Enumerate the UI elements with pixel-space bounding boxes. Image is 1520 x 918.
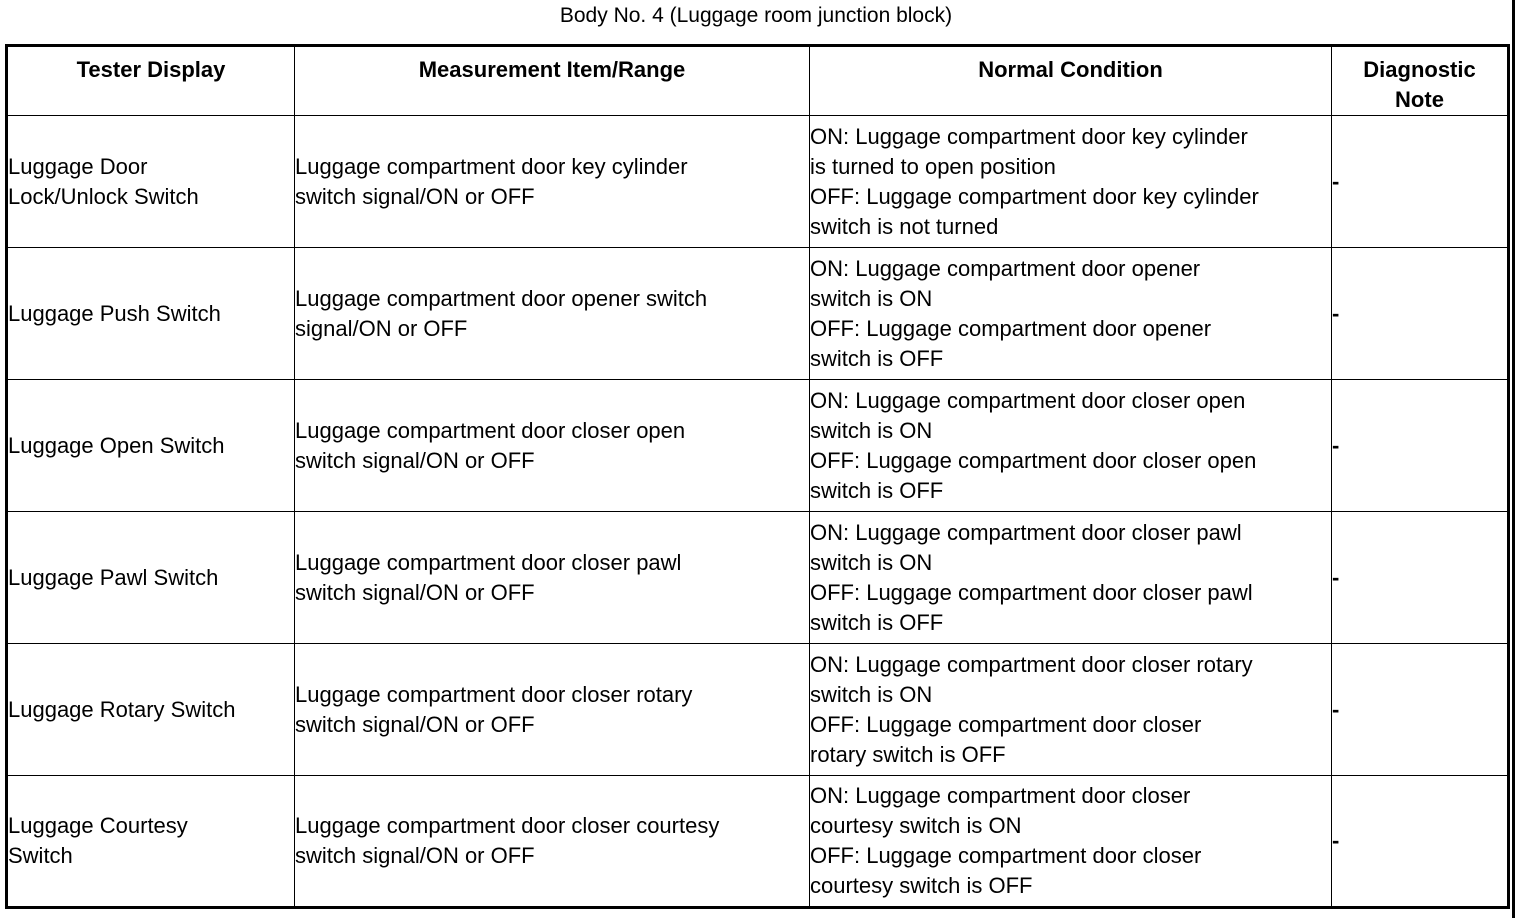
normal-condition-cell-line: OFF: Luggage compartment door closer xyxy=(810,711,1202,737)
table-row xyxy=(7,116,1509,248)
diagnostic-note-cell xyxy=(1332,248,1509,380)
normal-condition-cell-line: OFF: Luggage compartment door closer xyxy=(810,843,1202,868)
normal-condition-cell-line: OFF: Luggage compartment door key cylinder xyxy=(810,183,1259,209)
normal-condition-cell-line: courtesy switch is ON xyxy=(810,813,1022,838)
normal-condition-cell-line: ON: Luggage compartment door closer xyxy=(810,783,1191,808)
normal-condition-cell-line: switch is ON xyxy=(810,549,933,575)
normal-condition-cell-line: switch is OFF xyxy=(810,609,944,635)
tester-display-cell xyxy=(7,512,295,644)
measurement-cell xyxy=(295,116,810,248)
normal-condition-cell-line: is turned to open position xyxy=(810,153,1056,179)
tester-display-cell-line: Switch xyxy=(8,843,73,868)
normal-condition-cell-line: ON: Luggage compartment door closer rotary xyxy=(810,651,1253,677)
table-row xyxy=(7,380,1509,512)
normal-condition-cell-line: ON: Luggage compartment door closer pawl xyxy=(810,519,1242,545)
normal-condition-cell-line: switch is ON xyxy=(810,417,933,443)
header-row xyxy=(7,46,1509,116)
measurement-cell-line: Luggage compartment door closer pawl xyxy=(295,549,682,575)
diagnostic-note-cell-value: - xyxy=(1332,300,1340,326)
tester-display-cell-line: Luggage Rotary Switch xyxy=(8,696,236,722)
tester-display-cell-line: Luggage Open Switch xyxy=(8,432,225,458)
header-diagnostic-note-line: Diagnostic xyxy=(1363,57,1476,82)
normal-condition-cell-line: OFF: Luggage compartment door closer pawl xyxy=(810,579,1253,605)
normal-condition-cell xyxy=(810,380,1332,512)
diagnostic-note-cell xyxy=(1332,380,1509,512)
normal-condition-cell-line: OFF: Luggage compartment door closer open xyxy=(810,447,1257,473)
normal-condition-cell-line: switch is OFF xyxy=(810,477,944,503)
tester-display-cell xyxy=(7,380,295,512)
header-normal-condition-label: Normal Condition xyxy=(978,57,1163,82)
tester-display-cell xyxy=(7,116,295,248)
header-diagnostic-note xyxy=(1332,46,1509,116)
normal-condition-cell xyxy=(810,116,1332,248)
measurement-cell-line: switch signal/ON or OFF xyxy=(295,183,535,209)
normal-condition-cell-line: switch is not turned xyxy=(810,213,999,239)
header-diagnostic-note-line: Note xyxy=(1395,87,1444,112)
normal-condition-cell-line: switch is ON xyxy=(810,681,933,707)
normal-condition-cell-line: courtesy switch is OFF xyxy=(810,873,1033,898)
normal-condition-cell xyxy=(810,776,1332,908)
measurement-cell xyxy=(295,380,810,512)
table-row xyxy=(7,776,1509,908)
normal-condition-cell-line: ON: Luggage compartment door closer open xyxy=(810,387,1246,413)
diagnostic-note-cell xyxy=(1332,776,1509,908)
header-tester-display xyxy=(7,46,295,116)
normal-condition-cell xyxy=(810,248,1332,380)
normal-condition-cell xyxy=(810,512,1332,644)
measurement-cell xyxy=(295,776,810,908)
measurement-cell-line: Luggage compartment door closer rotary xyxy=(295,681,693,707)
table-row xyxy=(7,512,1509,644)
diagnostic-note-cell-value: - xyxy=(1332,168,1340,194)
measurement-cell xyxy=(295,248,810,380)
measurement-cell-line: switch signal/ON or OFF xyxy=(295,447,535,473)
header-measurement-label: Measurement Item/Range xyxy=(418,57,686,82)
tester-display-cell xyxy=(7,248,295,380)
tester-display-cell-line: Luggage Push Switch xyxy=(8,300,221,326)
measurement-cell xyxy=(295,512,810,644)
table-row xyxy=(7,248,1509,380)
table-row xyxy=(7,644,1509,776)
normal-condition-cell-line: ON: Luggage compartment door opener xyxy=(810,255,1201,281)
table-caption: Body No. 4 (Luggage room junction block) xyxy=(559,4,953,27)
diagnostic-note-cell-value: - xyxy=(1332,564,1340,590)
page-edge-line xyxy=(1512,0,1515,918)
normal-condition-cell-line: switch is OFF xyxy=(810,345,944,371)
diagnostic-note-cell xyxy=(1332,644,1509,776)
data-table xyxy=(5,44,1510,909)
diagnostic-note-cell xyxy=(1332,116,1509,248)
measurement-cell-line: Luggage compartment door closer courtesy xyxy=(295,813,720,838)
measurement-cell-line: switch signal/ON or OFF xyxy=(295,843,535,868)
tester-display-cell-line: Luggage Pawl Switch xyxy=(8,564,219,590)
measurement-cell-line: Luggage compartment door closer open xyxy=(295,417,686,443)
tester-display-cell xyxy=(7,644,295,776)
tester-display-cell-line: Luggage Courtesy xyxy=(8,813,188,838)
normal-condition-cell-line: ON: Luggage compartment door key cylinder xyxy=(810,123,1248,149)
normal-condition-cell-line: rotary switch is OFF xyxy=(810,741,1006,767)
measurement-cell-line: Luggage compartment door opener switch xyxy=(295,285,708,311)
header-normal-condition xyxy=(810,46,1332,116)
measurement-cell-line: Luggage compartment door key cylinder xyxy=(295,153,688,179)
header-tester-display-label: Tester Display xyxy=(76,57,226,82)
measurement-cell-line: signal/ON or OFF xyxy=(295,315,468,341)
normal-condition-cell-line: switch is ON xyxy=(810,285,933,311)
diagnostic-note-cell-value: - xyxy=(1332,696,1340,722)
normal-condition-cell-line: OFF: Luggage compartment door opener xyxy=(810,315,1212,341)
normal-condition-cell xyxy=(810,644,1332,776)
measurement-cell xyxy=(295,644,810,776)
measurement-cell-line: switch signal/ON or OFF xyxy=(295,579,535,605)
tester-display-cell-line: Lock/Unlock Switch xyxy=(8,183,199,209)
measurement-cell-line: switch signal/ON or OFF xyxy=(295,711,535,737)
diagnostic-note-cell-value: - xyxy=(1332,828,1340,853)
header-measurement xyxy=(295,46,810,116)
diagnostic-note-cell xyxy=(1332,512,1509,644)
tester-display-cell-line: Luggage Door xyxy=(8,153,148,179)
tester-display-cell xyxy=(7,776,295,908)
diagnostic-note-cell-value: - xyxy=(1332,432,1340,458)
